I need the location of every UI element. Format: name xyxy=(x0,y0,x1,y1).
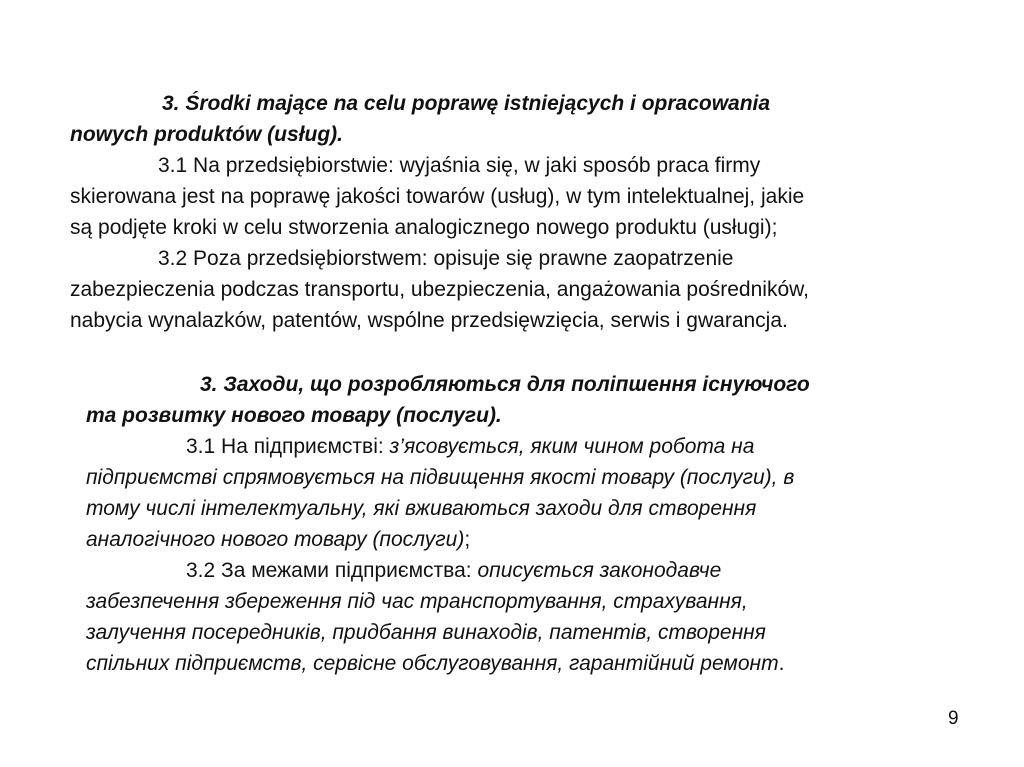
ukrainian-p2-end: . xyxy=(778,652,785,675)
ukrainian-p1-last-end: ; xyxy=(464,528,471,551)
ukrainian-heading-line-2: та розвитку нового товару (послуги). xyxy=(86,404,502,427)
polish-p2-line-1: 3.2 Poza przedsiębiorstwem: opisuje się prawne zaopatrzenie xyxy=(158,247,734,270)
polish-p2-line-3: nabycia wynalazków, patentów, wspólne przedsięwzięcia, serwis i gwarancja. xyxy=(70,309,788,332)
page-number: 9 xyxy=(948,708,959,729)
polish-section xyxy=(70,88,990,336)
ukrainian-p1-lead-italic: з’ясовується, яким чином робота на xyxy=(389,435,755,458)
ukrainian-p2-lead: 3.2 За межами підприємства: xyxy=(186,559,478,582)
polish-p2-line-2: zabezpieczenia podczas transportu, ubezpieczenia, angażowania pośredników, xyxy=(70,278,809,301)
polish-p1-line-1: 3.1 Na przedsiębiorstwie: wyjaśnia się, w jaki sposób praca firmy xyxy=(158,154,761,177)
ukrainian-p1-line-4 xyxy=(86,524,986,555)
ukrainian-p2-lead-italic: описується законодавче xyxy=(477,559,722,582)
polish-p1-line-3: są podjęte kroki w celu stworzenia analogicznego nowego produktu (usługi); xyxy=(70,216,778,239)
polish-heading-line-2: nowych produktów (usług). xyxy=(70,123,343,146)
ukrainian-p2-line-3: залучення посередників, придбання винаходів, патентів, створення xyxy=(86,621,766,644)
ukrainian-p1-lead: 3.1 На підприємстві: xyxy=(186,435,390,458)
ukrainian-section xyxy=(86,369,986,679)
ukrainian-p1-line-2: підприємстві спрямовується на підвищення якості товару (послуги), в xyxy=(86,466,795,489)
polish-p1-line-2: skierowana jest na poprawę jakości towarów (usług), w tym intelektualnej, jakie xyxy=(70,185,805,208)
ukrainian-p2-line-2: забезпечення збереження під час транспортування, страхування, xyxy=(86,590,748,613)
ukrainian-p1-line-3: тому числі інтелектуальну, які вживаються заходи для створення xyxy=(86,497,757,520)
ukrainian-p2-line-1 xyxy=(86,555,986,586)
ukrainian-p1-last-italic: аналогічного нового товару (послуги) xyxy=(86,528,465,551)
polish-heading-line-1: 3. Środki mające na celu poprawę istniejących i opracowania xyxy=(162,92,771,115)
ukrainian-heading-line-1: 3. Заходи, що розробляються для поліпшення існуючого xyxy=(200,373,810,396)
ukrainian-p1-line-1 xyxy=(86,431,986,462)
ukrainian-p2-last-italic: спільних підприємств, сервісне обслуговування, гарантійний ремонт xyxy=(86,652,779,675)
ukrainian-p2-line-4 xyxy=(86,648,986,679)
